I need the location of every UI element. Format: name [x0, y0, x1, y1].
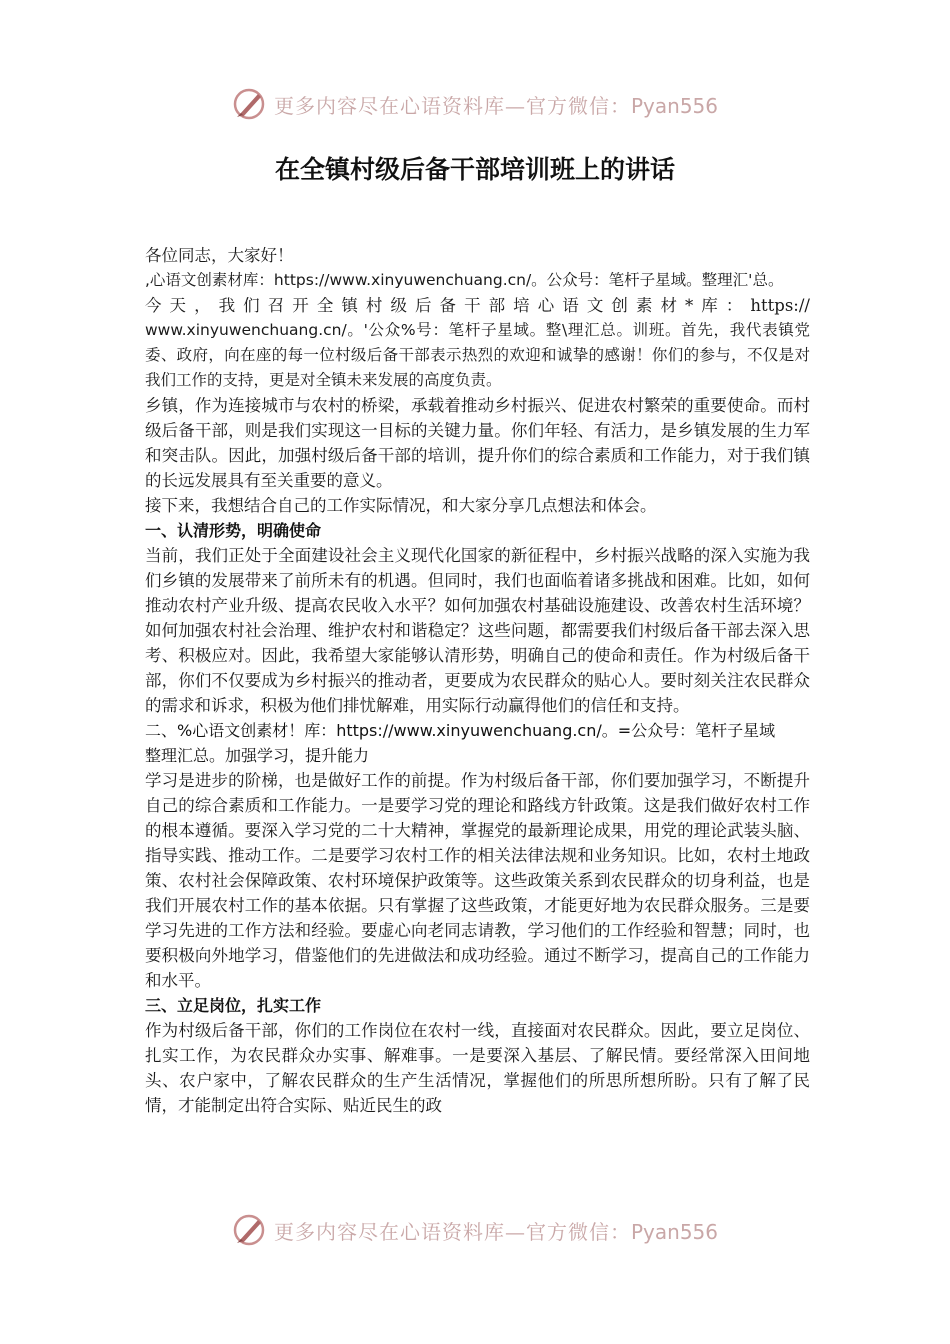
section-heading-2: 整理汇总。加强学习，提升能力 — [145, 746, 370, 765]
watermark-wechat: Pyan556 — [630, 93, 718, 118]
intro-first-line: 今天，我们召开全镇村级后备干部培心语文创素材*库：https:// — [145, 296, 810, 315]
document-title: 在全镇村级后备干部培训班上的讲话 — [274, 155, 675, 184]
pen-logo-icon — [232, 86, 268, 122]
watermark-wechat: Pyan556 — [630, 1219, 718, 1244]
pen-logo-icon — [232, 1212, 268, 1248]
section-1-paragraph: 当前，我们正处于全面建设社会主义现代化国家的新征程中，乡村振兴战略的深入实施为我们乡镇的发展带来了前所未有的机遇。但同时，我们也面临着诸多挑战和困难。比如，如何推动农村产业升级、提高农民收入水平？如何加强农村基础设施建设、改善农村生活环境？如何加强农村社会治理、维护农村和谐稳定？这些问题，都需要我们村级后备干部去深入思考、积极应对。因此，我希望大家能够认清形势，明确自己的使命和责任。作为村级后备干部，你们不仅要成为乡村振兴的推动者，更要成为农民群众的贴心人。要时刻关注农民群众的需求和诉求，积极为他们排忧解难，用实际行动赢得他们的信任和支持。 — [145, 546, 810, 715]
watermark-text: 更多内容尽在心语资料库—官方微信：Pyan556 — [273, 93, 718, 118]
watermark-banner-bottom — [0, 1210, 950, 1250]
watermark-banner-top — [0, 84, 950, 124]
section-heading-2-source: 二、%心语文创素材！库：https://www.xinyuwenchuang.cn/。=公众号：笔杆子星域 — [145, 721, 776, 740]
section-heading-1: 一、认清形势，明确使命 — [145, 521, 322, 540]
section-2-paragraph: 学习是进步的阶梯，也是做好工作的前提。作为村级后备干部，你们要加强学习，不断提升自己的综合素质和工作能力。一是要学习党的理论和路线方针政策。这是我们做好农村工作的根本遵循。要深入学习党的二十大精神，掌握党的最新理论成果，用党的理论武装头脑、指导实践、推动工作。二是要学习农村工作的相关法律法规和业务知识。比如，农村土地政策、农村社会保障政策、农村环境保护政策等。这些政策关系到农民群众的切身利益，也是我们开展农村工作的基本依据。只有掌握了这些政策，才能更好地为农民群众服务。三是要学习先进的工作方法和经验。要虚心向老同志请教，学习他们的工作经验和智慧；同时，也要积极向外地学习，借鉴他们的先进做法和成功经验。通过不断学习，提高自己的工作能力和水平。 — [145, 771, 810, 990]
section-heading-3: 三、立足岗位，扎实工作 — [145, 996, 322, 1015]
source-note-paragraph: ,心语文创素材库：https://www.xinyuwenchuang.cn/。公众号：笔杆子星域。整理汇'总。 — [145, 271, 784, 289]
next-paragraph: 接下来，我想结合自己的工作实际情况，和大家分享几点想法和体会。 — [145, 496, 657, 515]
intro-paragraph: www.xinyuwenchuang.cn/。'公众%号：笔杆子星域。整\理汇总。训班。首先，我代表镇党委、政府，向在座的每一位村级后备干部表示热烈的欢迎和诚挚的感谢！你们的参与，不仅是对我们工作的支持，更是对全镇未来发展的高度负责。 — [145, 321, 810, 389]
watermark-text: 更多内容尽在心语资料库—官方微信：Pyan556 — [273, 1219, 718, 1244]
section-3-paragraph: 作为村级后备干部，你们的工作岗位在农村一线，直接面对农民群众。因此，要立足岗位、扎实工作，为农民群众办实事、解难事。一是要深入基层、了解民情。要经常深入田间地头、农户家中，了解农民群众的生产生活情况，掌握他们的所思所想所盼。只有了解了民情，才能制定出符合实际、贴近民生的政 — [145, 1021, 810, 1115]
greeting-paragraph: 各位同志，大家好！ — [145, 246, 294, 265]
town-paragraph: 乡镇，作为连接城市与农村的桥梁，承载着推动乡村振兴、促进农村繁荣的重要使命。而村级后备干部，则是我们实现这一目标的关键力量。你们年轻、有活力，是乡镇发展的生力军和突击队。因此，加强村级后备干部的培训，提升你们的综合素质和工作能力，对于我们镇的长远发展具有至关重要的意义。 — [145, 396, 810, 490]
document-body — [145, 243, 810, 1118]
